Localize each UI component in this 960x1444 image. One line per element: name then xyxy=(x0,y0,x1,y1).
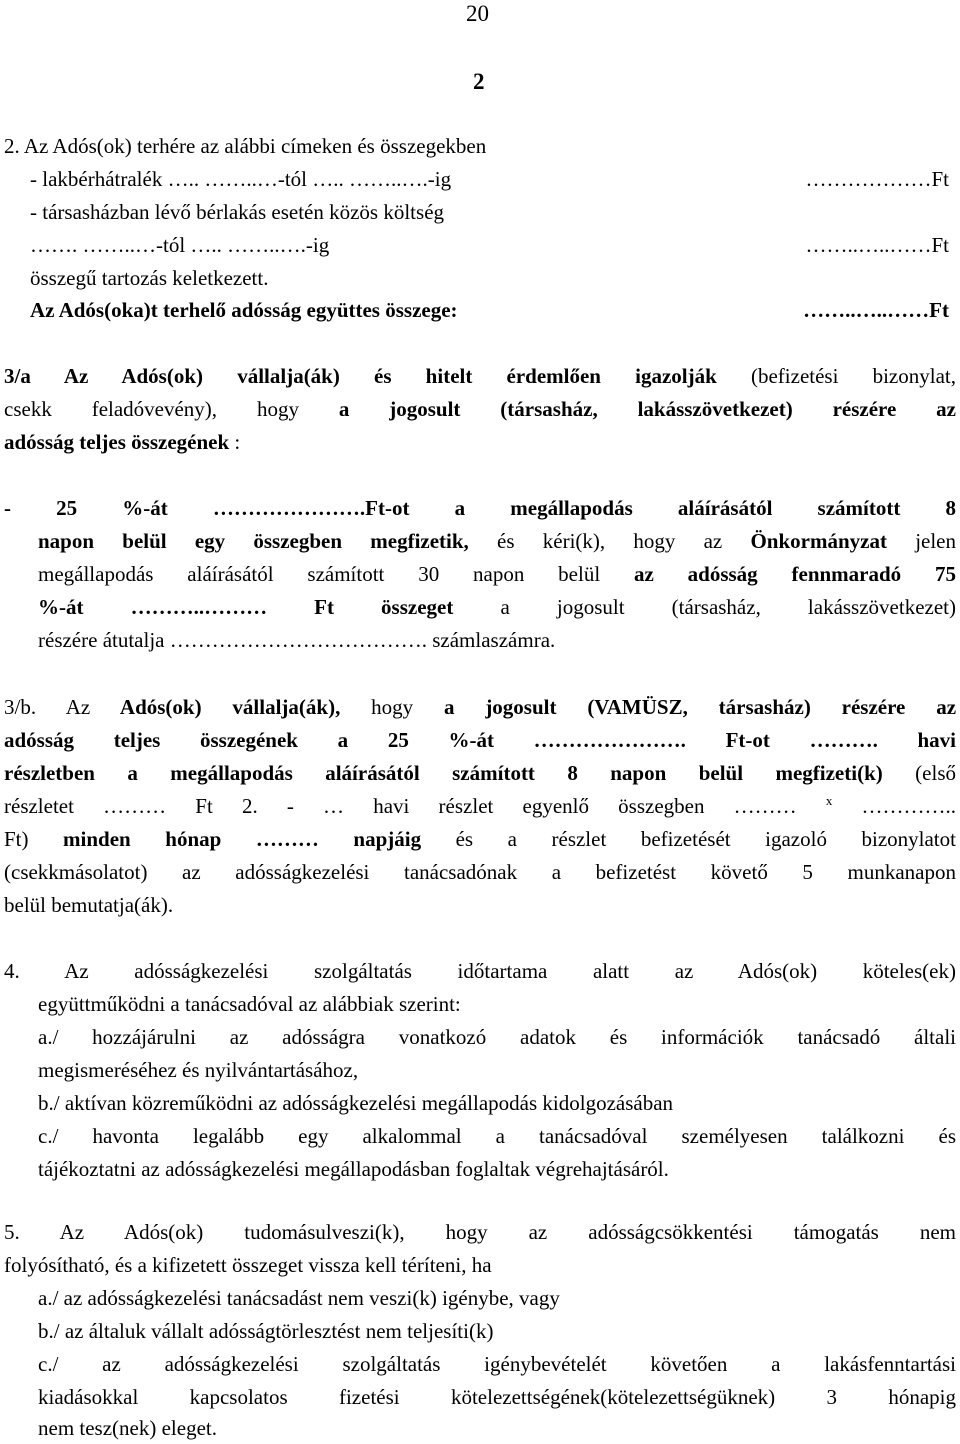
section-5-item-c-line-2: kiadásokkal kapcsolatos fizetési kötelezettségének(kötelezettségüknek) 3 hónapig xyxy=(38,1385,956,1409)
total-debt-amount: ……..…..……Ft xyxy=(803,298,949,322)
section-5-line-2: folyósítható, és a kifizetett összeget vissza kell téríteni, ha xyxy=(4,1253,492,1277)
payment-option-line-5: részére átutalja ………………………………. számlaszámra. xyxy=(38,628,556,652)
section-3b-line-6: (csekkmásolatot) az adósságkezelési tanácsadónak a befizetést követő 5 munkanapon xyxy=(4,860,956,884)
section-3b-line-1: 3/b. Az Adós(ok) vállalja(ák), hogy a jogosult (VAMÜSZ, társasház) részére az xyxy=(4,695,957,719)
section-5-item-b: b./ az általuk vállalt adósságtörlesztést nem teljesíti(k) xyxy=(38,1319,494,1343)
payment-option-line-2: napon belül egy összegben megfizetik, és kéri(k), hogy az Önkormányzat jelen xyxy=(38,529,957,553)
section-4-item-a-line-1: a./ hozzájárulni az adósságra vonatkozó adatok és információk tanácsadó általi xyxy=(38,1025,956,1049)
section-3a-line-2: csekk feladóvevény), hogy a jogosult (társasház, lakásszövetkezet) részére az xyxy=(4,397,957,421)
total-debt-label: Az Adós(oka)t terhelő adósság együttes összege: xyxy=(30,298,458,322)
section-4-item-c-line-2: tájékoztatni az adósságkezelési megállapodásban foglaltak végrehajtásáról. xyxy=(38,1157,669,1181)
common-cost-amount: ……..…..……Ft xyxy=(805,233,949,257)
common-cost-line: - társasházban lévő bérlakás esetén közös költség xyxy=(30,200,445,224)
section-2-intro: 2. Az Adós(ok) terhére az alábbi címeken és összegekben xyxy=(4,134,487,158)
rent-arrears-line: - lakbérhátralék ….. ……..…-tól ….. ……..….-ig xyxy=(30,167,452,191)
footnote-marker: x xyxy=(825,793,833,808)
section-3b-line-3: részletben a megállapodás aláírásától számított 8 napon belül megfizeti(k) (első xyxy=(4,761,956,785)
rent-arrears-amount: ………………Ft xyxy=(805,167,949,191)
page-number: 20 xyxy=(466,1,489,26)
section-3b-line-5: Ft) minden hónap ……… napjáig és a részlet befizetését igazoló bizonylatot xyxy=(4,827,956,851)
common-cost-dates: ……. ……..…-tól ….. ……..….-ig xyxy=(30,233,330,257)
section-5-item-c-line-3: nem tesz(nek) eleget. xyxy=(38,1416,217,1440)
section-4-item-c-line-1: c./ havonta legalább egy alkalommal a tanácsadóval személyesen találkozni és xyxy=(38,1124,956,1148)
payment-option-line-1: - 25 %-át ………………….Ft-ot a megállapodás aláírásától számított 8 xyxy=(4,496,956,520)
section-4-line-2: együttműködni a tanácsadóval az alábbiak szerint: xyxy=(38,992,461,1016)
section-3b-line-2: adósság teljes összegének a 25 %-át …………………. Ft-ot ………. havi xyxy=(4,728,956,752)
payment-option-line-4: %-át ………..……… Ft összeget a jogosult (társasház, lakásszövetkezet) xyxy=(38,595,956,619)
section-4-item-b: b./ aktívan közreműködni az adósságkezelési megállapodás kidolgozásában xyxy=(38,1091,674,1115)
section-3a-line-3: adósság teljes összegének : xyxy=(4,430,241,454)
payment-option-line-3: megállapodás aláírásától számított 30 napon belül az adósság fennmaradó 75 xyxy=(38,562,957,586)
section-3b-line-7: belül bemutatja(ák). xyxy=(4,893,174,917)
section-3a-line-1: 3/a Az Adós(ok) vállalja(ák) és hitelt érdemlően igazolják (befizetési bizonylat, xyxy=(4,364,956,388)
section-4-item-a-line-2: megismeréséhez és nyilvántartásához, xyxy=(38,1058,359,1082)
section-number: 2 xyxy=(473,69,485,94)
debt-arose-text: összegű tartozás keletkezett. xyxy=(30,266,269,290)
section-5-item-c-line-1: c./ az adósságkezelési szolgáltatás igénybevételét követően a lakásfenntartási xyxy=(38,1352,956,1376)
section-4-line-1: 4. Az adósságkezelési szolgáltatás időtartama alatt az Adós(ok) köteles(ek) xyxy=(4,959,956,983)
section-5-line-1: 5. Az Adós(ok) tudomásulveszi(k), hogy az adósságcsökkentési támogatás nem xyxy=(4,1220,956,1244)
section-5-item-a: a./ az adósságkezelési tanácsadást nem veszi(k) igénybe, vagy xyxy=(38,1286,560,1310)
section-3b-line-4: részletet ……… Ft 2. - … havi részlet egyenlő összegben ……… $^x$ ………….. xyxy=(4,793,956,818)
